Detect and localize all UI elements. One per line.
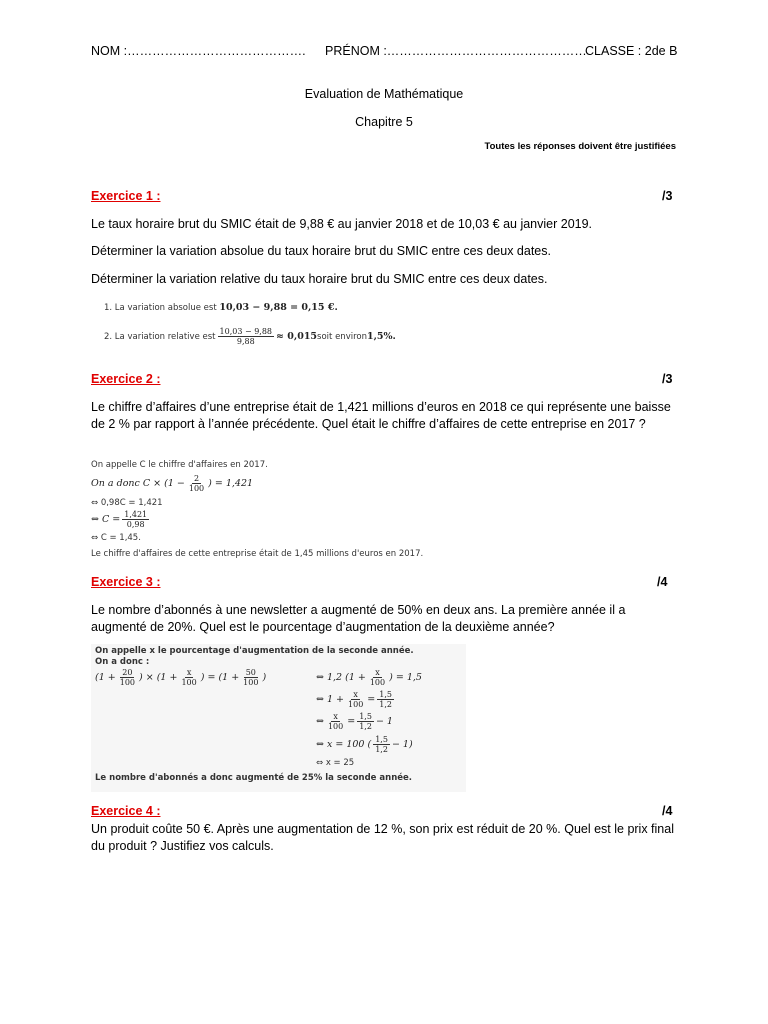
exercise-1-question-1: Déterminer la variation absolue du taux horaire brut du SMIC entre ces deux dates. (91, 244, 551, 258)
exercise-3-title: Exercice 3 : (91, 575, 161, 589)
exercise-2-solution-line-4: ⇔ C = $\frac{1,421}{0,98}$ (91, 510, 148, 529)
exercise-3-score: /4 (657, 575, 668, 589)
exercise-1-statement: Le taux horaire brut du SMIC était de 9,88 € au janvier 2018 et de 10,03 € au janvier 2019. (91, 217, 593, 231)
exercise-2-solution-line-3: ⇔ 0,98C = 1,421 (91, 498, 163, 508)
exercise-2-solution-line-6: Le chiffre d'affaires de cette entreprise était de 1,45 millions d'euros en 2017. (91, 549, 424, 559)
page-title: Evaluation de Mathématique (304, 87, 464, 101)
nom-field: NOM :……………………………………. (91, 44, 306, 58)
exercise-3-equation-main: (1 + $\frac{20}{100}$ ) × (1 + $\frac{x}{100}$ ) = (1 + $\frac{50}{100}$ ) (95, 668, 267, 687)
exercise-2-solution-line-5: ⇔ C = 1,45. (91, 533, 141, 543)
exercise-3-equation-step-3: ⇔ $\frac{x}{100}$ = $\frac{1,5}{1,2}$ − 1 (316, 712, 393, 731)
exercise-2-solution-line-2: On a donc C × (1 − $\frac{2}{100}$ ) = 1,421 (91, 474, 254, 493)
exercise-1-question-2: Déterminer la variation relative du taux horaire brut du SMIC entre ces deux dates. (91, 272, 548, 286)
exercise-3-statement: Le nombre d’abonnés à une newsletter a augmenté de 50% en deux ans. La première année il a augmenté de 20%. Quel est le pourcentage d’augmentation de la deuxième année? (91, 603, 626, 634)
exercise-3-solution-hence: On a donc : (95, 657, 150, 667)
exercise-2-title: Exercice 2 : (91, 372, 161, 386)
exercise-1-title: Exercice 1 : (91, 189, 161, 203)
exercise-3-equation-step-1: ⇔ 1,2 (1 + $\frac{x}{100}$ ) = 1,5 (316, 668, 422, 687)
exercise-4-score: /4 (662, 804, 673, 818)
exercise-1-score: /3 (662, 189, 673, 203)
prenom-field: PRÉNOM :………………………………………… (325, 44, 587, 58)
exercise-2-solution-line-1: On appelle C le chiffre d'affaires en 2017. (91, 460, 268, 470)
exercise-3-solution-intro: On appelle x le pourcentage d'augmentation de la seconde année. (95, 646, 414, 656)
instruction-note: Toutes les réponses doivent être justifiées (484, 141, 676, 152)
classe-field: CLASSE : 2de B (585, 44, 678, 58)
exercise-2-score: /3 (662, 372, 673, 386)
exercise-4-title: Exercice 4 : (91, 804, 161, 818)
exercise-1-solution-1: 1. La variation absolue est 10,03 − 9,88 = 0,15 €. (104, 302, 338, 313)
exercise-3-solution-conclusion: Le nombre d'abonnés a donc augmenté de 25% la seconde année. (95, 773, 413, 783)
exercise-2-statement: Le chiffre d’affaires d’une entreprise était de 1,421 millions d’euros en 2018 ce qui représente une baisse de 2 % par rapport à l’année précédente. Quel était le chiffre d’affaires de cette entreprise en 2017 ? (91, 400, 671, 431)
exercise-1-solution-2: 2. La variation relative est $\frac{10,03 - 9,88}{9,88}$ ≈ 0,015 soit environ 1,5%. (104, 327, 396, 346)
exercise-3-equation-step-4: ⇔ x = 100 ( $\frac{1,5}{1,2}$ − 1) (316, 735, 413, 754)
exercise-3-equation-step-5: ⇔ x = 25 (316, 758, 355, 768)
exercise-4-statement: Un produit coûte 50 €. Après une augmentation de 12 %, son prix est réduit de 20 %. Quel est le prix final du produit ? Justifiez vos calculs. (91, 822, 674, 853)
exercise-3-equation-step-2: ⇔ 1 + $\frac{x}{100}$ = $\frac{1,5}{1,2}$ (316, 690, 392, 709)
chapter-title: Chapitre 5 (355, 115, 413, 129)
